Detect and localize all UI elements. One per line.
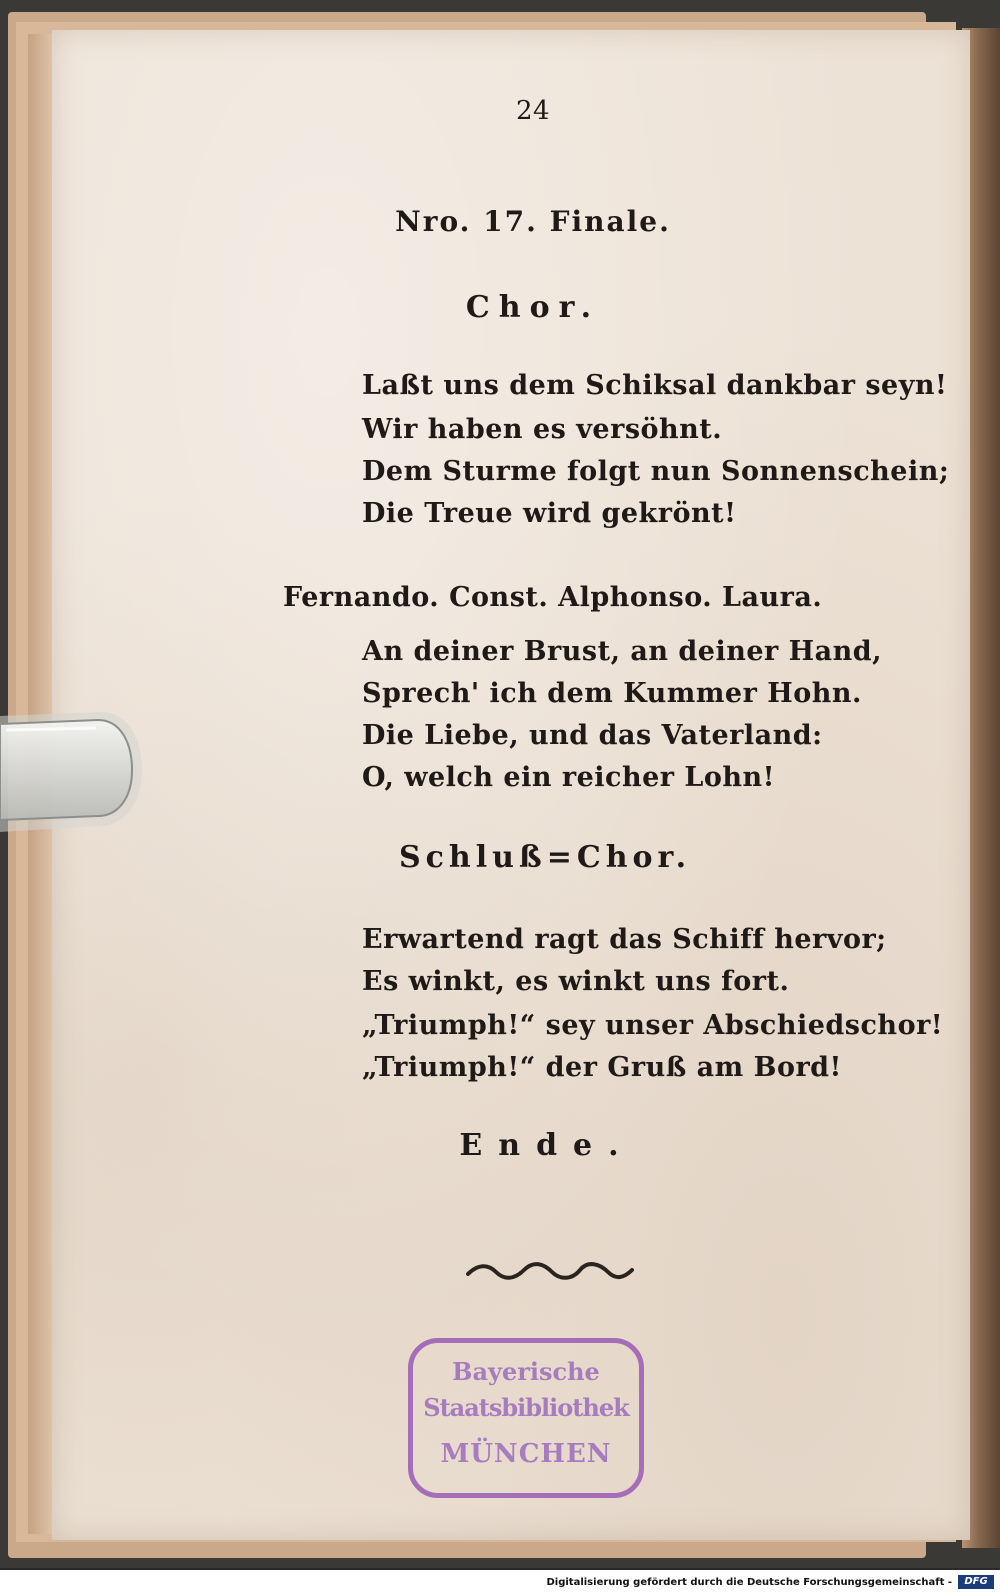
chor-heading: Chor.: [465, 290, 601, 325]
dfg-logo: DFG: [958, 1575, 994, 1589]
stamp-line: Staatsbibliothek: [423, 1393, 629, 1422]
chor-line: Laßt uns dem Schiksal dankbar seyn!: [362, 370, 948, 401]
schluss-line: Erwartend ragt das Schiff hervor;: [362, 924, 887, 955]
glass-page-clip-icon: [0, 708, 145, 834]
page-number: 24: [515, 96, 551, 126]
ensemble-line: An deiner Brust, an deiner Hand,: [362, 636, 883, 667]
digitization-footer: [0, 1570, 1000, 1595]
ende-text: Ende.: [459, 1128, 635, 1163]
schluss-line: Es winkt, es winkt uns fort.: [362, 966, 790, 997]
stamp-line: MÜNCHEN: [440, 1439, 612, 1469]
funding-notice: Digitalisierung gefördert durch die Deutsche Forschungsgemeinschaft -: [546, 1577, 952, 1588]
stamp-line: Bayerische: [452, 1357, 600, 1386]
chor-line: Die Treue wird gekrönt!: [362, 498, 737, 529]
ensemble-line: Sprech' ich dem Kummer Hohn.: [362, 678, 862, 709]
flourish-ornament: [466, 1262, 634, 1282]
schluss-chor-heading: Schluß=Chor.: [398, 840, 692, 875]
schluss-line: „Triumph!“ der Gruß am Bord!: [362, 1052, 842, 1083]
schluss-line: „Triumph!“ sey unser Abschiedschor!: [362, 1010, 944, 1041]
chor-line: Dem Sturme folgt nun Sonnenschein;: [362, 456, 950, 487]
ensemble-line: O, welch ein reicher Lohn!: [362, 762, 775, 793]
finale-heading: Nro. 17. Finale.: [395, 205, 671, 238]
ensemble-line: Die Liebe, und das Vaterland:: [362, 720, 823, 751]
speaker-names: Fernando. Const. Alphonso. Laura.: [283, 582, 823, 613]
library-stamp: [408, 1338, 644, 1498]
chor-line: Wir haben es versöhnt.: [362, 414, 723, 445]
